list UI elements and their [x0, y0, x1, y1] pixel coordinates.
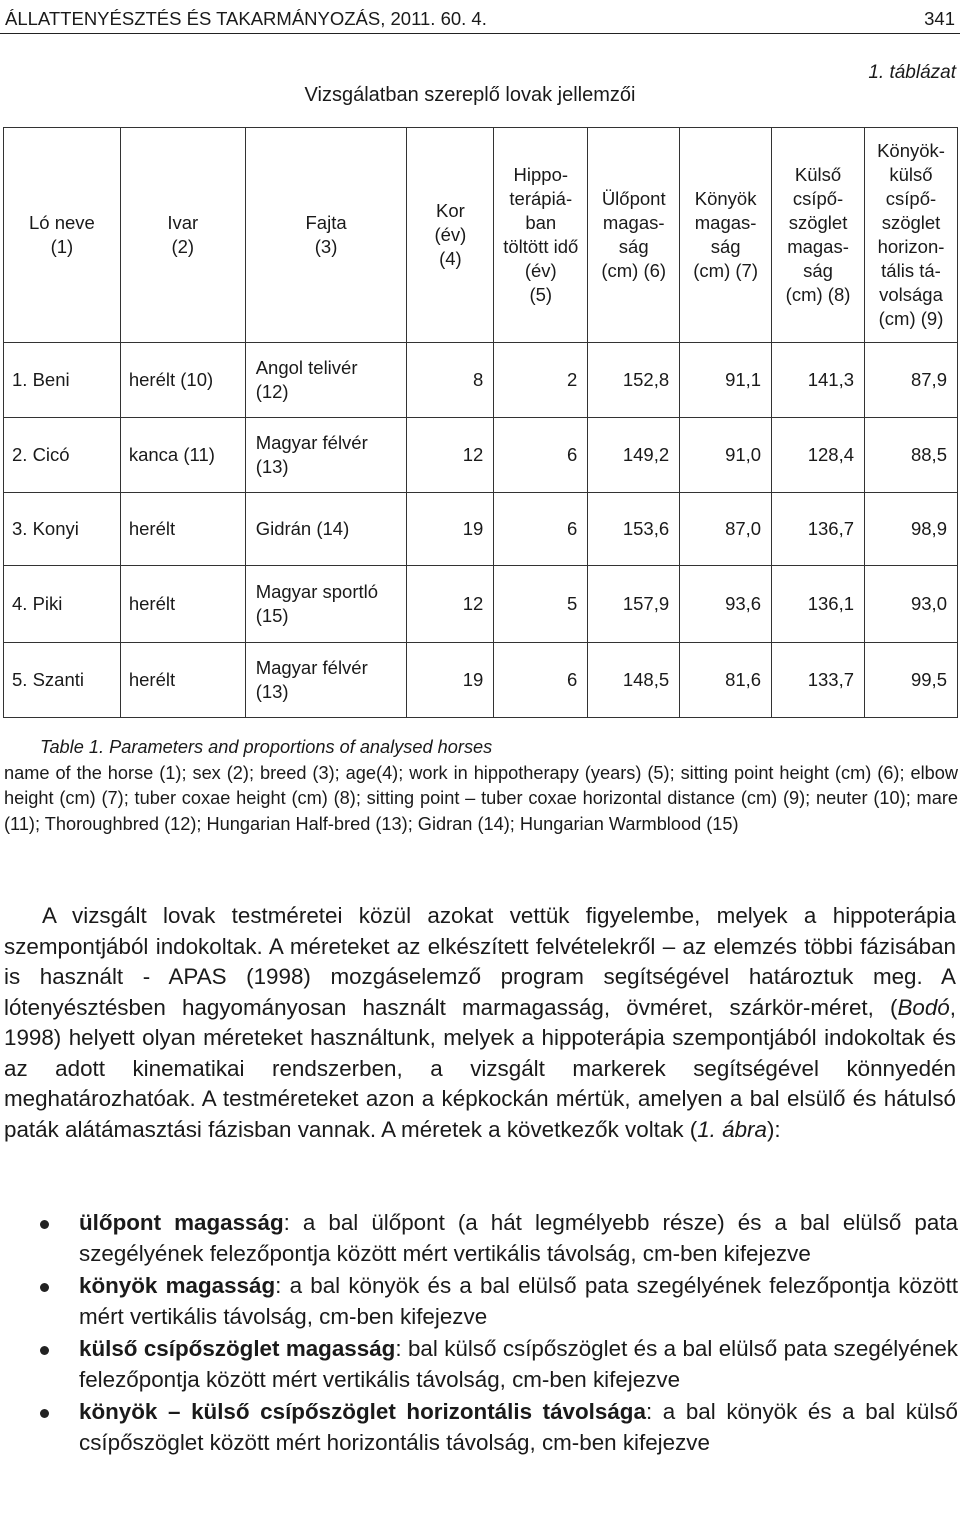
- list-item: [0, 1397, 958, 1458]
- cell-sex: herélt (10): [120, 343, 245, 418]
- cell-tuber: 128,4: [772, 418, 865, 493]
- list-item: [0, 1208, 958, 1269]
- cell-distance: 88,5: [865, 418, 958, 493]
- cell-age: 12: [407, 418, 494, 493]
- cell-elbow: 91,0: [680, 418, 772, 493]
- author-citation: Bodó: [897, 994, 950, 1020]
- page-number: 341: [924, 8, 955, 29]
- col-header-name: [4, 128, 121, 343]
- cell-sex: herélt: [120, 493, 245, 566]
- cell-elbow: 93,6: [680, 566, 772, 643]
- col-header-sitting: [588, 128, 680, 343]
- cell-years: 2: [494, 343, 588, 418]
- cell-sitting: 153,6: [588, 493, 680, 566]
- cell-years: 6: [494, 493, 588, 566]
- col-header-sex: [120, 128, 245, 343]
- cell-years: 6: [494, 418, 588, 493]
- header-rule: [0, 33, 960, 34]
- cell-tuber: 133,7: [772, 643, 865, 718]
- bullet-icon: [40, 1283, 49, 1292]
- bullet-icon: [40, 1220, 49, 1229]
- bullet-icon: [40, 1346, 49, 1355]
- table-header-row: [4, 128, 958, 343]
- col-header-years: [494, 128, 588, 343]
- header-text: Külső csípő- szöglet magas- ság (cm) (8): [785, 164, 851, 305]
- cell-tuber: 136,1: [772, 566, 865, 643]
- cell-sitting: 152,8: [588, 343, 680, 418]
- cell-years: 6: [494, 643, 588, 718]
- list-definition: : a bal ülőpont (a hát legmélyebb része) és a bal elülső pata szegélyének felezőpontja között mért vertikális távolság, cm-ben kifejezve: [79, 1210, 958, 1266]
- list-term: könyök – külső csípőszöglet horizontális távolsága: [79, 1399, 646, 1424]
- list-item: [0, 1271, 958, 1332]
- bullet-icon: [40, 1409, 49, 1418]
- header-text: Ivar (2): [167, 212, 199, 257]
- cell-name: 2. Cicó: [4, 418, 121, 493]
- table-row: [4, 566, 958, 643]
- cell-sex: herélt: [120, 643, 245, 718]
- horse-parameters-table: [3, 127, 958, 718]
- cell-years: 5: [494, 566, 588, 643]
- header-text: Könyök- külső csípő- szöglet horizon- tális tá- volsága (cm) (9): [877, 140, 945, 329]
- cell-name: 3. Konyi: [4, 493, 121, 566]
- cell-breed: Angol telivér (12): [245, 343, 407, 418]
- table-row: [4, 493, 958, 566]
- header-text: Ló neve (1): [29, 212, 95, 257]
- cell-name: 4. Piki: [4, 566, 121, 643]
- cell-distance: 93,0: [865, 566, 958, 643]
- table-title: Vizsgálatban szereplő lovak jellemzői: [304, 84, 636, 106]
- header-text: Ülőpont magas- ság (cm) (6): [601, 188, 667, 281]
- cell-breed: Magyar sportló (15): [245, 566, 407, 643]
- cell-breed: Magyar félvér (13): [245, 418, 407, 493]
- col-header-elbow: [680, 128, 772, 343]
- col-header-age: [407, 128, 494, 343]
- list-term: könyök magasság: [79, 1273, 276, 1298]
- list-definition: : a bal könyök és a bal elülső pata szegélyének felezőpontja között mért vertikális távolság, cm-ben kifejezve: [79, 1273, 959, 1329]
- journal-title: ÁLLATTENYÉSZTÉS ÉS TAKARMÁNYOZÁS, 2011. 60. 4.: [5, 8, 487, 29]
- cell-age: 12: [407, 566, 494, 643]
- cell-age: 19: [407, 643, 494, 718]
- list-term: külső csípőszöglet magasság: [79, 1336, 396, 1361]
- header-text: Fajta (3): [305, 212, 347, 257]
- table-row: [4, 418, 958, 493]
- table-row: [4, 343, 958, 418]
- header-text: Kor (év) (4): [434, 200, 467, 269]
- cell-elbow: 81,6: [680, 643, 772, 718]
- table-caption: [4, 735, 958, 837]
- running-head: [5, 6, 955, 32]
- measurement-list: [0, 1208, 958, 1460]
- list-item: [0, 1334, 958, 1395]
- list-term: ülőpont magasság: [79, 1210, 284, 1235]
- header-text: Könyök magas- ság (cm) (7): [693, 188, 758, 281]
- cell-age: 8: [407, 343, 494, 418]
- cell-elbow: 91,1: [680, 343, 772, 418]
- cell-sex: herélt: [120, 566, 245, 643]
- header-text: Hippo- terápiá- ban töltött idő (év) (5): [503, 164, 579, 305]
- paragraph-text: ):: [766, 1116, 781, 1142]
- cell-sitting: 149,2: [588, 418, 680, 493]
- cell-breed: Gidrán (14): [245, 493, 407, 566]
- cell-breed: Magyar félvér (13): [245, 643, 407, 718]
- cell-elbow: 87,0: [680, 493, 772, 566]
- paragraph-text: , 1998) helyett olyan méreteket használtunk, melyek a hippoterápia szempontjából indokoltak és az adott kinematikai rendszerben, a vizsgált markerek segítségével könnyedén meghatározhatóak. A testméreteket azon a képkockán mértük, amelyen a bal elsülő és hátulsó paták alátámasztási fázisban vannak. A méretek a következők voltak (: [4, 994, 956, 1142]
- caption-title: Table 1. Parameters and proportions of analysed horses: [40, 737, 493, 757]
- cell-sitting: 148,5: [588, 643, 680, 718]
- cell-distance: 99,5: [865, 643, 958, 718]
- list-definition: : a bal könyök és a bal külső csípőszöglet között mért horizontális távolság, cm-ben kifejezve: [79, 1399, 958, 1455]
- col-header-tuber: [772, 128, 865, 343]
- cell-name: 1. Beni: [4, 343, 121, 418]
- cell-name: 5. Szanti: [4, 643, 121, 718]
- table-row: [4, 643, 958, 718]
- col-header-distance: [865, 128, 958, 343]
- body-paragraph: [4, 901, 956, 1145]
- cell-distance: 87,9: [865, 343, 958, 418]
- cell-sex: kanca (11): [120, 418, 245, 493]
- cell-age: 19: [407, 493, 494, 566]
- caption-body: name of the horse (1); sex (2); breed (3); age(4); work in hippotherapy (years) (5); sitting point height (cm) (6); elbow height (cm) (7); tuber coxae height (cm) (8); sitting point – tuber coxae horizontal distance (cm) (9); neuter (10); mare (11); Thoroughbred (12); Hungarian Half-bred (13); Gidran (14); Hungarian Warmblood (15): [4, 762, 958, 834]
- cell-sitting: 157,9: [588, 566, 680, 643]
- paragraph-text: A vizsgált lovak testméretei közül azokat vettük figyelembe, melyek a hippoterápia szempontjából indokoltak. A méreteket az elkészített felvételekről – az elemzés többi fázisában is használt - APAS (1998) mozgáselemző program segítségével határoztuk meg. A lótenyésztésben hagyományosan használt marmagasság, övméret, szárkör-méret, (: [4, 903, 956, 1020]
- figure-reference: 1. ábra: [697, 1116, 767, 1142]
- list-definition: : bal külső csípőszöglet és a bal elülső pata szegélyének felezőpontja között mért vertikális távolság, cm-ben kifejezve: [79, 1336, 959, 1392]
- cell-distance: 98,9: [865, 493, 958, 566]
- cell-tuber: 136,7: [772, 493, 865, 566]
- cell-tuber: 141,3: [772, 343, 865, 418]
- col-header-breed: [245, 128, 407, 343]
- table-label: 1. táblázat: [868, 62, 956, 83]
